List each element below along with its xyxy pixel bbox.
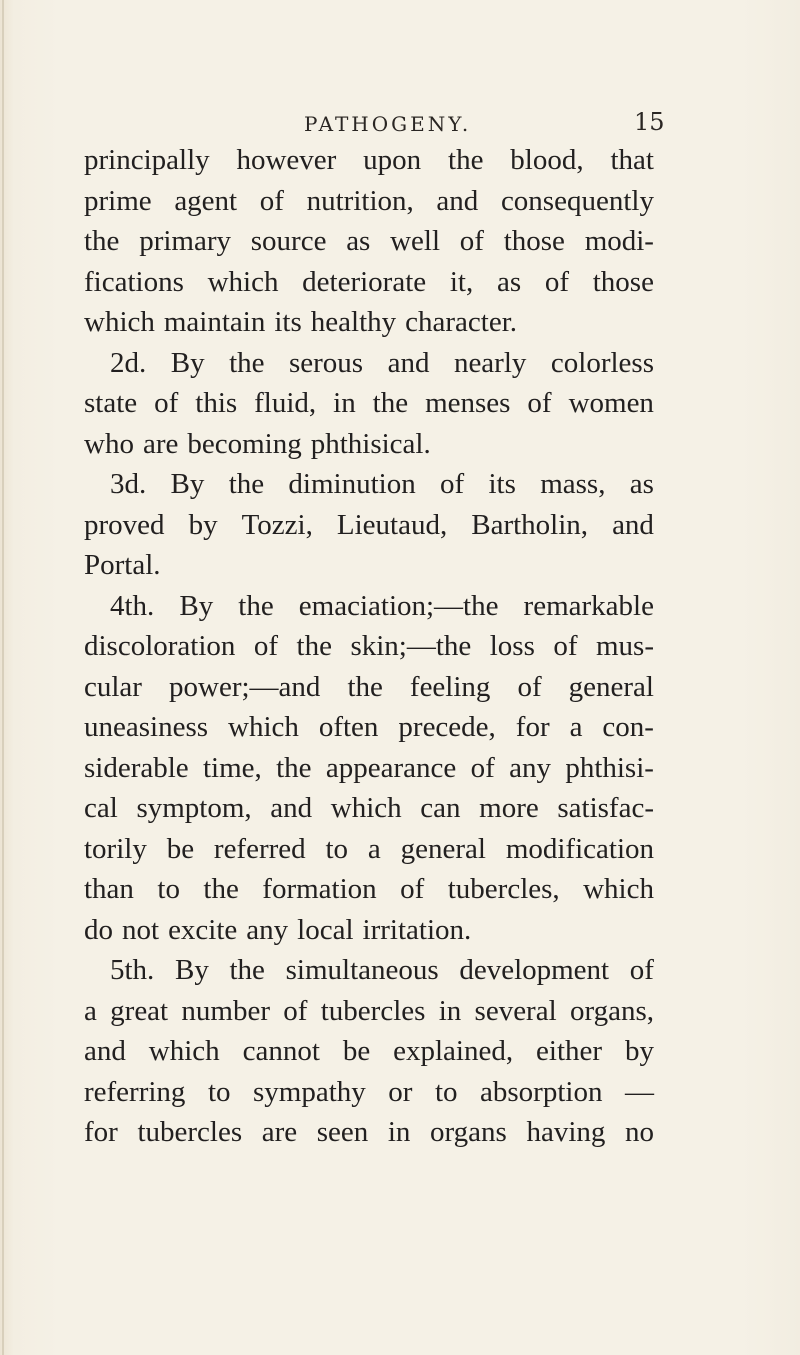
text-line: siderable time, the appearance of any phthisi- bbox=[84, 751, 654, 784]
text-line: discoloration of the skin;—the loss of mus- bbox=[84, 630, 654, 662]
text-line: prime agent of nutrition, and consequently bbox=[84, 184, 654, 217]
text-line: 2d. By the serous and nearly colorless bbox=[110, 346, 654, 379]
text-line: principally however upon the blood, that bbox=[84, 144, 654, 176]
text-line: state of this fluid, in the menses of women bbox=[84, 387, 654, 419]
text-line: cal symptom, and which can more satisfac- bbox=[84, 792, 654, 824]
text-line: 5th. By the simultaneous development of bbox=[110, 954, 654, 986]
text-line: a great number of tubercles in several organs, bbox=[84, 994, 654, 1027]
text-line: for tubercles are seen in organs having no bbox=[84, 1116, 654, 1148]
page-header bbox=[0, 104, 800, 140]
text-line: the primary source as well of those modi- bbox=[84, 225, 654, 257]
text-line: torily be referred to a general modification bbox=[84, 832, 654, 865]
text-line: uneasiness which often precede, for a con- bbox=[84, 711, 654, 743]
text-line: 4th. By the emaciation;—the remarkable bbox=[110, 589, 654, 622]
running-title: PATHOGENY. bbox=[304, 112, 472, 136]
text-line: referring to sympathy or to absorption — bbox=[84, 1075, 654, 1108]
text-line: cular power;—and the feeling of general bbox=[84, 670, 654, 703]
text-line: 3d. By the diminution of its mass, as bbox=[110, 468, 654, 500]
text-line: than to the formation of tubercles, which bbox=[84, 873, 654, 905]
text-line: and which cannot be explained, either by bbox=[84, 1035, 654, 1067]
body-text bbox=[84, 140, 654, 1153]
page-number: 15 bbox=[634, 108, 665, 136]
text-line: do not excite any local irritation. bbox=[84, 913, 472, 946]
text-line: who are becoming phthisical. bbox=[84, 427, 431, 460]
text-line: which maintain its healthy character. bbox=[84, 306, 518, 338]
text-line: fications which deteriorate it, as of those bbox=[84, 265, 654, 298]
page-gutter-edge bbox=[2, 0, 4, 1355]
text-line: Portal. bbox=[84, 549, 161, 581]
text-line: proved by Tozzi, Lieutaud, Bartholin, and bbox=[84, 508, 654, 541]
